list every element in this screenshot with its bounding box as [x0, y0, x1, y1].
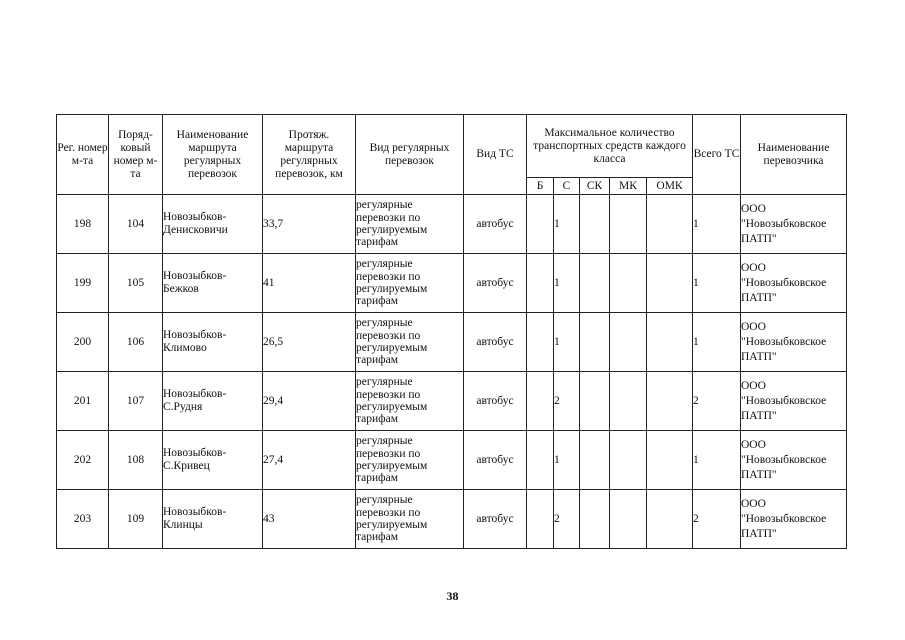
cell-class-omk — [647, 313, 693, 372]
cell-carrier: ООО "Новозыбковское ПАТП" — [741, 372, 847, 431]
cell-class-sk — [580, 431, 610, 490]
cell-route-name: Новозыбков-Бежков — [163, 254, 263, 313]
cell-class-sk — [580, 195, 610, 254]
cell-class-mk — [610, 313, 647, 372]
cell-class-s: 1 — [554, 313, 580, 372]
cell-class-sk — [580, 313, 610, 372]
cell-class-omk — [647, 254, 693, 313]
cell-carrier: ООО "Новозыбковское ПАТП" — [741, 431, 847, 490]
cell-class-sk — [580, 254, 610, 313]
header-class-omk: ОМК — [647, 178, 693, 195]
cell-reg-num: 198 — [57, 195, 109, 254]
cell-carrier: ООО "Новозыбковское ПАТП" — [741, 254, 847, 313]
cell-route-name: Новозыбков-Денисковичи — [163, 195, 263, 254]
cell-transport-kind: регулярные перевозки по регулируемым тарифам — [356, 313, 464, 372]
header-seq-num: Поряд-ковый номер м-та — [109, 115, 163, 195]
header-transport-kind: Вид регулярных перевозок — [356, 115, 464, 195]
cell-reg-num: 201 — [57, 372, 109, 431]
cell-class-s: 2 — [554, 490, 580, 549]
cell-total: 2 — [693, 490, 741, 549]
cell-class-sk — [580, 490, 610, 549]
cell-class-mk — [610, 431, 647, 490]
cell-length: 41 — [263, 254, 356, 313]
cell-class-omk — [647, 490, 693, 549]
header-length: Протяж. маршрута регулярных перевозок, км — [263, 115, 356, 195]
cell-length: 27,4 — [263, 431, 356, 490]
cell-transport-kind: регулярные перевозки по регулируемым тарифам — [356, 431, 464, 490]
table-row — [57, 490, 847, 549]
cell-length: 33,7 — [263, 195, 356, 254]
cell-length: 26,5 — [263, 313, 356, 372]
table-row — [57, 431, 847, 490]
cell-route-name: Новозыбков-Клинцы — [163, 490, 263, 549]
cell-seq-num: 104 — [109, 195, 163, 254]
header-class-sk: СК — [580, 178, 610, 195]
cell-class-b — [527, 490, 554, 549]
header-total: Всего ТС — [693, 115, 741, 195]
cell-reg-num: 199 — [57, 254, 109, 313]
cell-seq-num: 107 — [109, 372, 163, 431]
cell-transport-kind: регулярные перевозки по регулируемым тарифам — [356, 254, 464, 313]
cell-total: 1 — [693, 313, 741, 372]
cell-class-s: 1 — [554, 195, 580, 254]
cell-class-mk — [610, 372, 647, 431]
cell-total: 1 — [693, 254, 741, 313]
cell-reg-num: 202 — [57, 431, 109, 490]
routes-table — [56, 114, 847, 549]
header-class-b: Б — [527, 178, 554, 195]
table-row — [57, 254, 847, 313]
cell-total: 1 — [693, 195, 741, 254]
header-max-qty: Максимальное количество транспортных средств каждого класса — [527, 115, 693, 178]
cell-seq-num: 108 — [109, 431, 163, 490]
cell-route-name: Новозыбков-С.Кривец — [163, 431, 263, 490]
cell-seq-num: 106 — [109, 313, 163, 372]
cell-vehicle-type: автобус — [464, 431, 527, 490]
cell-class-b — [527, 313, 554, 372]
table-row — [57, 313, 847, 372]
cell-class-s: 1 — [554, 254, 580, 313]
header-route-name: Наименование маршрута регулярных перевозок — [163, 115, 263, 195]
cell-class-b — [527, 254, 554, 313]
cell-transport-kind: регулярные перевозки по регулируемым тарифам — [356, 195, 464, 254]
cell-total: 1 — [693, 431, 741, 490]
cell-reg-num: 203 — [57, 490, 109, 549]
cell-length: 29,4 — [263, 372, 356, 431]
cell-class-mk — [610, 490, 647, 549]
cell-class-sk — [580, 372, 610, 431]
cell-carrier: ООО "Новозыбковское ПАТП" — [741, 195, 847, 254]
cell-transport-kind: регулярные перевозки по регулируемым тарифам — [356, 490, 464, 549]
cell-class-mk — [610, 195, 647, 254]
cell-class-s: 2 — [554, 372, 580, 431]
cell-vehicle-type: автобус — [464, 313, 527, 372]
cell-class-b — [527, 431, 554, 490]
cell-route-name: Новозыбков-Климово — [163, 313, 263, 372]
cell-reg-num: 200 — [57, 313, 109, 372]
cell-total: 2 — [693, 372, 741, 431]
table-row — [57, 372, 847, 431]
cell-vehicle-type: автобус — [464, 254, 527, 313]
header-class-mk: МК — [610, 178, 647, 195]
header-reg-num: Рег. номер м-та — [57, 115, 109, 195]
cell-seq-num: 105 — [109, 254, 163, 313]
cell-transport-kind: регулярные перевозки по регулируемым тарифам — [356, 372, 464, 431]
cell-class-omk — [647, 372, 693, 431]
cell-length: 43 — [263, 490, 356, 549]
cell-class-mk — [610, 254, 647, 313]
cell-class-b — [527, 195, 554, 254]
cell-vehicle-type: автобус — [464, 195, 527, 254]
cell-class-b — [527, 372, 554, 431]
page-number: 38 — [446, 589, 459, 603]
table-body — [57, 195, 847, 549]
cell-carrier: ООО "Новозыбковское ПАТП" — [741, 490, 847, 549]
header-vehicle-type: Вид ТС — [464, 115, 527, 195]
cell-vehicle-type: автобус — [464, 490, 527, 549]
header-class-s: С — [554, 178, 580, 195]
cell-route-name: Новозыбков-С.Рудня — [163, 372, 263, 431]
cell-carrier: ООО "Новозыбковское ПАТП" — [741, 313, 847, 372]
cell-seq-num: 109 — [109, 490, 163, 549]
cell-class-omk — [647, 195, 693, 254]
cell-vehicle-type: автобус — [464, 372, 527, 431]
cell-class-s: 1 — [554, 431, 580, 490]
table-row — [57, 195, 847, 254]
cell-class-omk — [647, 431, 693, 490]
header-carrier: Наименование перевозчика — [741, 115, 847, 195]
